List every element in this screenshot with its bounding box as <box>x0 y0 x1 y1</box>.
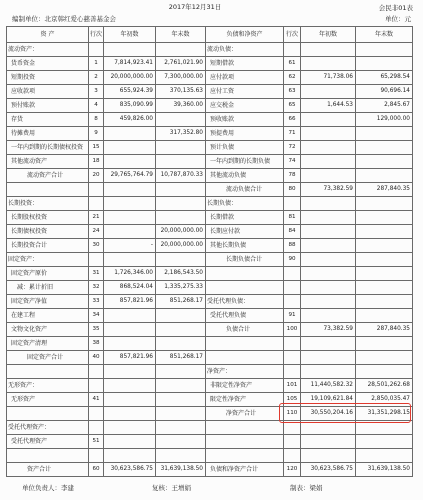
table-row <box>7 239 413 253</box>
table-row <box>7 295 413 309</box>
asset-year-begin <box>104 309 156 323</box>
table-row <box>7 379 413 393</box>
table-row <box>7 197 413 211</box>
liability-name: 长期负债合计 <box>206 253 284 267</box>
asset-year-end: 20,000,000.00 <box>156 225 206 239</box>
asset-year-begin: 459,826.00 <box>104 113 156 127</box>
liability-line-no <box>284 267 301 281</box>
liability-line-no <box>284 435 301 449</box>
liability-year-begin: 1,644.53 <box>301 99 356 113</box>
asset-year-begin <box>104 211 156 225</box>
liability-name: 应付工资 <box>206 85 284 99</box>
liability-year-begin <box>301 281 356 295</box>
liability-year-begin <box>301 267 356 281</box>
liability-line-no <box>284 43 301 57</box>
asset-line-no: 51 <box>89 435 104 449</box>
asset-year-end: 10,787,870.33 <box>156 169 206 183</box>
table-header-row <box>7 27 413 43</box>
asset-line-no <box>89 379 104 393</box>
asset-year-end <box>156 141 206 155</box>
asset-line-no: 32 <box>89 281 104 295</box>
liability-name: 非限定性净资产 <box>206 379 284 393</box>
liability-name <box>206 351 284 365</box>
asset-year-begin <box>104 435 156 449</box>
asset-year-end <box>156 379 206 393</box>
liability-name: 负债和净资产合计 <box>206 463 284 477</box>
table-row <box>7 365 413 379</box>
asset-name: 货币资金 <box>7 57 89 71</box>
liability-name <box>206 421 284 435</box>
table-row <box>7 155 413 169</box>
asset-year-end <box>156 253 206 267</box>
asset-year-end <box>156 197 206 211</box>
asset-year-begin <box>104 43 156 57</box>
liability-year-begin <box>301 435 356 449</box>
liability-name: 预计负债 <box>206 141 284 155</box>
liability-line-no: 65 <box>284 99 301 113</box>
liability-year-end: 65,298.54 <box>356 71 413 85</box>
asset-year-begin: 7,814,923.41 <box>104 57 156 71</box>
liability-name: 其他长期负债 <box>206 239 284 253</box>
table-row <box>7 225 413 239</box>
asset-line-no <box>89 421 104 435</box>
asset-name: 长期投资： <box>7 197 89 211</box>
liability-year-begin: 30,550,204.16 <box>301 407 356 421</box>
asset-year-end <box>156 155 206 169</box>
liability-line-no: 71 <box>284 127 301 141</box>
asset-name: 在建工程 <box>7 309 89 323</box>
asset-line-no <box>89 449 104 463</box>
liability-year-begin <box>301 295 356 309</box>
liability-year-end <box>356 309 413 323</box>
asset-name <box>7 449 89 463</box>
asset-line-no: 1 <box>89 57 104 71</box>
liability-name: 预收账款 <box>206 113 284 127</box>
liability-year-end <box>356 435 413 449</box>
column-header-asset-year-end: 年末数 <box>156 27 206 43</box>
liability-year-end <box>356 57 413 71</box>
asset-name <box>7 183 89 197</box>
asset-year-begin <box>104 197 156 211</box>
asset-line-no <box>89 365 104 379</box>
liability-name: 限定性净资产 <box>206 393 284 407</box>
report-date: 2017年12月31日 <box>168 3 222 11</box>
asset-year-begin: 857,821.96 <box>104 295 156 309</box>
liability-name <box>206 281 284 295</box>
asset-name: 固定资产原价 <box>7 267 89 281</box>
asset-name: 减：累计折旧 <box>7 281 89 295</box>
asset-year-begin <box>104 253 156 267</box>
liability-year-begin <box>301 239 356 253</box>
liability-line-no: 90 <box>284 253 301 267</box>
liability-year-begin <box>301 155 356 169</box>
currency-unit: 单位：元 <box>385 15 411 23</box>
liability-year-end <box>356 281 413 295</box>
asset-year-end: 851,268.17 <box>156 295 206 309</box>
liability-line-no: 74 <box>284 155 301 169</box>
asset-year-end <box>156 449 206 463</box>
liability-year-end <box>356 225 413 239</box>
liability-line-no: 84 <box>284 225 301 239</box>
form-number: 会民非01表 <box>378 4 413 12</box>
liability-year-end: 129,000.00 <box>356 113 413 127</box>
liability-year-end: 2,850,035.47 <box>356 393 413 407</box>
column-header-liabilities: 负债和净资产 <box>206 27 284 43</box>
liability-year-end: 31,351,298.15 <box>356 407 413 421</box>
asset-name <box>7 407 89 421</box>
asset-year-end: 7,300,000.00 <box>156 71 206 85</box>
liability-name <box>206 337 284 351</box>
liability-line-no: 63 <box>284 85 301 99</box>
asset-name: 存货 <box>7 113 89 127</box>
liability-line-no <box>284 197 301 211</box>
liability-year-begin: 11,440,582.32 <box>301 379 356 393</box>
signature-reviewer: 复核：王增娟 <box>152 484 191 492</box>
asset-year-end <box>156 323 206 337</box>
liability-line-no: 81 <box>284 211 301 225</box>
liability-year-begin: 71,738.06 <box>301 71 356 85</box>
asset-name: 预付账款 <box>7 99 89 113</box>
liability-year-begin <box>301 225 356 239</box>
asset-year-end <box>156 113 206 127</box>
liability-name <box>206 449 284 463</box>
liability-year-end <box>356 253 413 267</box>
liability-year-end: 31,639,138.50 <box>356 463 413 477</box>
asset-year-end <box>156 183 206 197</box>
liability-year-end: 287,840.35 <box>356 183 413 197</box>
asset-year-begin: 29,765,764.79 <box>104 169 156 183</box>
column-header-asset-year-begin: 年初数 <box>104 27 156 43</box>
highlight-box <box>279 403 411 423</box>
liability-name: 长期借款 <box>206 211 284 225</box>
liability-year-end <box>356 267 413 281</box>
column-header-assets: 资 产 <box>7 27 89 43</box>
table-row <box>7 267 413 281</box>
table-row <box>7 71 413 85</box>
liability-year-begin: 73,382.59 <box>301 183 356 197</box>
asset-line-no: 2 <box>89 71 104 85</box>
asset-year-begin: 868,524.04 <box>104 281 156 295</box>
liability-year-end <box>356 169 413 183</box>
liability-line-no <box>284 295 301 309</box>
liability-name: 净资产： <box>206 365 284 379</box>
table-row <box>7 43 413 57</box>
asset-year-end <box>156 337 206 351</box>
liability-year-end <box>356 337 413 351</box>
asset-line-no: 35 <box>89 323 104 337</box>
liability-year-begin <box>301 197 356 211</box>
asset-year-begin <box>104 449 156 463</box>
asset-line-no: 34 <box>89 309 104 323</box>
asset-year-end: 20,000,000.00 <box>156 239 206 253</box>
liability-year-end <box>356 211 413 225</box>
asset-year-begin: 30,623,586.75 <box>104 463 156 477</box>
liability-year-begin <box>301 43 356 57</box>
liability-year-begin <box>301 169 356 183</box>
asset-line-no <box>89 407 104 421</box>
column-header-liability-year-end: 年末数 <box>356 27 413 43</box>
table-row <box>7 99 413 113</box>
asset-year-begin <box>104 393 156 407</box>
table-row <box>7 435 413 449</box>
asset-year-end <box>156 407 206 421</box>
liability-year-end <box>356 239 413 253</box>
asset-line-no <box>89 43 104 57</box>
liability-name: 长期应付款 <box>206 225 284 239</box>
asset-year-end <box>156 435 206 449</box>
asset-year-begin <box>104 337 156 351</box>
table-row <box>7 113 413 127</box>
asset-name: 一年内到期的长期债权投资 <box>7 141 89 155</box>
liability-name: 受托代理负债： <box>206 295 284 309</box>
asset-line-no: 4 <box>89 99 104 113</box>
liability-name: 应交税金 <box>206 99 284 113</box>
signature-head: 单位负责人：李建 <box>22 484 74 492</box>
asset-name: 其他流动资产 <box>7 155 89 169</box>
liability-year-end <box>356 449 413 463</box>
liability-line-no: 80 <box>284 183 301 197</box>
table-row <box>7 57 413 71</box>
asset-name: 长期债权投资 <box>7 225 89 239</box>
asset-line-no: 20 <box>89 169 104 183</box>
asset-year-end: 2,186,543.50 <box>156 267 206 281</box>
asset-name: 长期投资合计 <box>7 239 89 253</box>
liability-name: 负债合计 <box>206 323 284 337</box>
signature-preparer: 制表：梁娟 <box>290 484 323 492</box>
liability-name: 长期负债： <box>206 197 284 211</box>
liability-year-end: 2,845.67 <box>356 99 413 113</box>
asset-line-no <box>89 253 104 267</box>
asset-year-end <box>156 43 206 57</box>
asset-year-begin: - <box>104 239 156 253</box>
table-row <box>7 351 413 365</box>
liability-year-begin <box>301 211 356 225</box>
table-row <box>7 141 413 155</box>
asset-line-no: 18 <box>89 155 104 169</box>
table-row <box>7 85 413 99</box>
liability-name: 净资产合计 <box>206 407 284 421</box>
asset-year-begin <box>104 379 156 393</box>
liability-name <box>206 435 284 449</box>
liability-name: 应付款项 <box>206 71 284 85</box>
table-row <box>7 211 413 225</box>
asset-year-begin <box>104 421 156 435</box>
liability-year-begin <box>301 337 356 351</box>
asset-name: 文物文化资产 <box>7 323 89 337</box>
asset-year-begin <box>104 155 156 169</box>
liability-year-end <box>356 155 413 169</box>
asset-line-no: 40 <box>89 351 104 365</box>
asset-year-begin <box>104 323 156 337</box>
asset-name: 受托代理资产： <box>7 421 89 435</box>
asset-name: 短期投资 <box>7 71 89 85</box>
asset-year-begin <box>104 407 156 421</box>
asset-line-no: 41 <box>89 393 104 407</box>
asset-year-begin <box>104 183 156 197</box>
asset-line-no: 3 <box>89 85 104 99</box>
liability-name: 流动负债： <box>206 43 284 57</box>
asset-line-no: 33 <box>89 295 104 309</box>
asset-year-begin <box>104 127 156 141</box>
liability-year-begin <box>301 113 356 127</box>
table-row <box>7 169 413 183</box>
table-row <box>7 281 413 295</box>
liability-year-begin: 19,109,621.84 <box>301 393 356 407</box>
asset-name: 应收款项 <box>7 85 89 99</box>
liability-line-no: 120 <box>284 463 301 477</box>
liability-year-begin <box>301 85 356 99</box>
column-header-liability-line-no: 行次 <box>284 27 301 43</box>
liability-line-no <box>284 281 301 295</box>
liability-line-no <box>284 365 301 379</box>
asset-year-end: 851,268.17 <box>156 351 206 365</box>
table-row <box>7 309 413 323</box>
asset-year-end: 370,135.63 <box>156 85 206 99</box>
asset-name: 长期股权投资 <box>7 211 89 225</box>
table-row <box>7 183 413 197</box>
liability-year-end <box>356 365 413 379</box>
liability-name: 预提费用 <box>206 127 284 141</box>
asset-year-begin: 835,090.99 <box>104 99 156 113</box>
asset-name: 固定资产： <box>7 253 89 267</box>
asset-line-no: 24 <box>89 225 104 239</box>
liability-year-begin <box>301 57 356 71</box>
asset-line-no: 9 <box>89 127 104 141</box>
asset-name: 固定资产清理 <box>7 337 89 351</box>
asset-line-no: 8 <box>89 113 104 127</box>
column-header-liability-year-begin: 年初数 <box>301 27 356 43</box>
liability-year-begin <box>301 449 356 463</box>
asset-year-begin: 857,821.96 <box>104 351 156 365</box>
asset-year-end: 39,360.00 <box>156 99 206 113</box>
asset-name: 流动资产： <box>7 43 89 57</box>
liability-name: 流动负债合计 <box>206 183 284 197</box>
table-row <box>7 127 413 141</box>
asset-line-no: 30 <box>89 239 104 253</box>
liability-line-no: 88 <box>284 239 301 253</box>
liability-year-end <box>356 351 413 365</box>
table-row <box>7 337 413 351</box>
table-row <box>7 253 413 267</box>
liability-year-end <box>356 197 413 211</box>
liability-year-end <box>356 141 413 155</box>
table-row <box>7 449 413 463</box>
liability-year-begin <box>301 365 356 379</box>
liability-year-begin <box>301 351 356 365</box>
liability-line-no: 62 <box>284 71 301 85</box>
asset-line-no: 31 <box>89 267 104 281</box>
liability-year-begin <box>301 253 356 267</box>
liability-year-end <box>356 127 413 141</box>
liability-year-begin <box>301 141 356 155</box>
liability-year-end: 90,696.14 <box>356 85 413 99</box>
liability-line-no: 72 <box>284 141 301 155</box>
asset-name: 固定资产净值 <box>7 295 89 309</box>
liability-year-begin: 73,382.59 <box>301 323 356 337</box>
liability-year-end: 28,501,262.68 <box>356 379 413 393</box>
asset-year-begin: 655,924.39 <box>104 85 156 99</box>
asset-year-end <box>156 393 206 407</box>
preparing-unit: 编制单位：北京韩红爱心慈善基金会 <box>12 15 116 23</box>
liability-name: 短期借款 <box>206 57 284 71</box>
asset-name: 资产合计 <box>7 463 89 477</box>
liability-name <box>206 267 284 281</box>
liability-year-end <box>356 43 413 57</box>
liability-year-end <box>356 295 413 309</box>
asset-year-end <box>156 421 206 435</box>
asset-year-begin: 1,726,346.00 <box>104 267 156 281</box>
asset-year-begin <box>104 225 156 239</box>
liability-line-no: 61 <box>284 57 301 71</box>
asset-name: 无形资产 <box>7 393 89 407</box>
asset-line-no <box>89 183 104 197</box>
asset-line-no: 60 <box>89 463 104 477</box>
liability-line-no: 91 <box>284 309 301 323</box>
liability-line-no <box>284 337 301 351</box>
asset-name: 固定资产合计 <box>7 351 89 365</box>
table-row <box>7 323 413 337</box>
asset-year-end: 1,335,275.33 <box>156 281 206 295</box>
liability-year-begin: 30,623,586.75 <box>301 463 356 477</box>
asset-line-no: 21 <box>89 211 104 225</box>
asset-year-begin <box>104 365 156 379</box>
asset-name: 无形资产： <box>7 379 89 393</box>
asset-year-end <box>156 309 206 323</box>
asset-year-end: 2,761,021.90 <box>156 57 206 71</box>
asset-year-begin: 20,000,000.00 <box>104 71 156 85</box>
column-header-asset-line-no: 行次 <box>89 27 104 43</box>
asset-year-end <box>156 211 206 225</box>
liability-line-no <box>284 351 301 365</box>
liability-line-no: 105 <box>284 393 301 407</box>
asset-year-end <box>156 365 206 379</box>
asset-line-no <box>89 197 104 211</box>
liability-year-end: 287,840.35 <box>356 323 413 337</box>
asset-name: 流动资产合计 <box>7 169 89 183</box>
liability-line-no: 66 <box>284 113 301 127</box>
liability-line-no: 101 <box>284 379 301 393</box>
asset-name: 待摊费用 <box>7 127 89 141</box>
liability-line-no <box>284 449 301 463</box>
liability-name: 一年内到期的长期负债 <box>206 155 284 169</box>
liability-name: 其他流动负债 <box>206 169 284 183</box>
liability-year-begin <box>301 309 356 323</box>
liability-line-no: 110 <box>284 407 301 421</box>
asset-year-end: 31,639,138.50 <box>156 463 206 477</box>
asset-line-no: 38 <box>89 337 104 351</box>
table-row <box>7 463 413 477</box>
liability-name: 受托代理负债 <box>206 309 284 323</box>
liability-year-begin <box>301 127 356 141</box>
asset-name <box>7 365 89 379</box>
liability-line-no: 100 <box>284 323 301 337</box>
asset-line-no: 15 <box>89 141 104 155</box>
asset-year-end: 317,352.80 <box>156 127 206 141</box>
liability-line-no: 78 <box>284 169 301 183</box>
asset-name: 受托代理资产 <box>7 435 89 449</box>
asset-year-begin <box>104 141 156 155</box>
